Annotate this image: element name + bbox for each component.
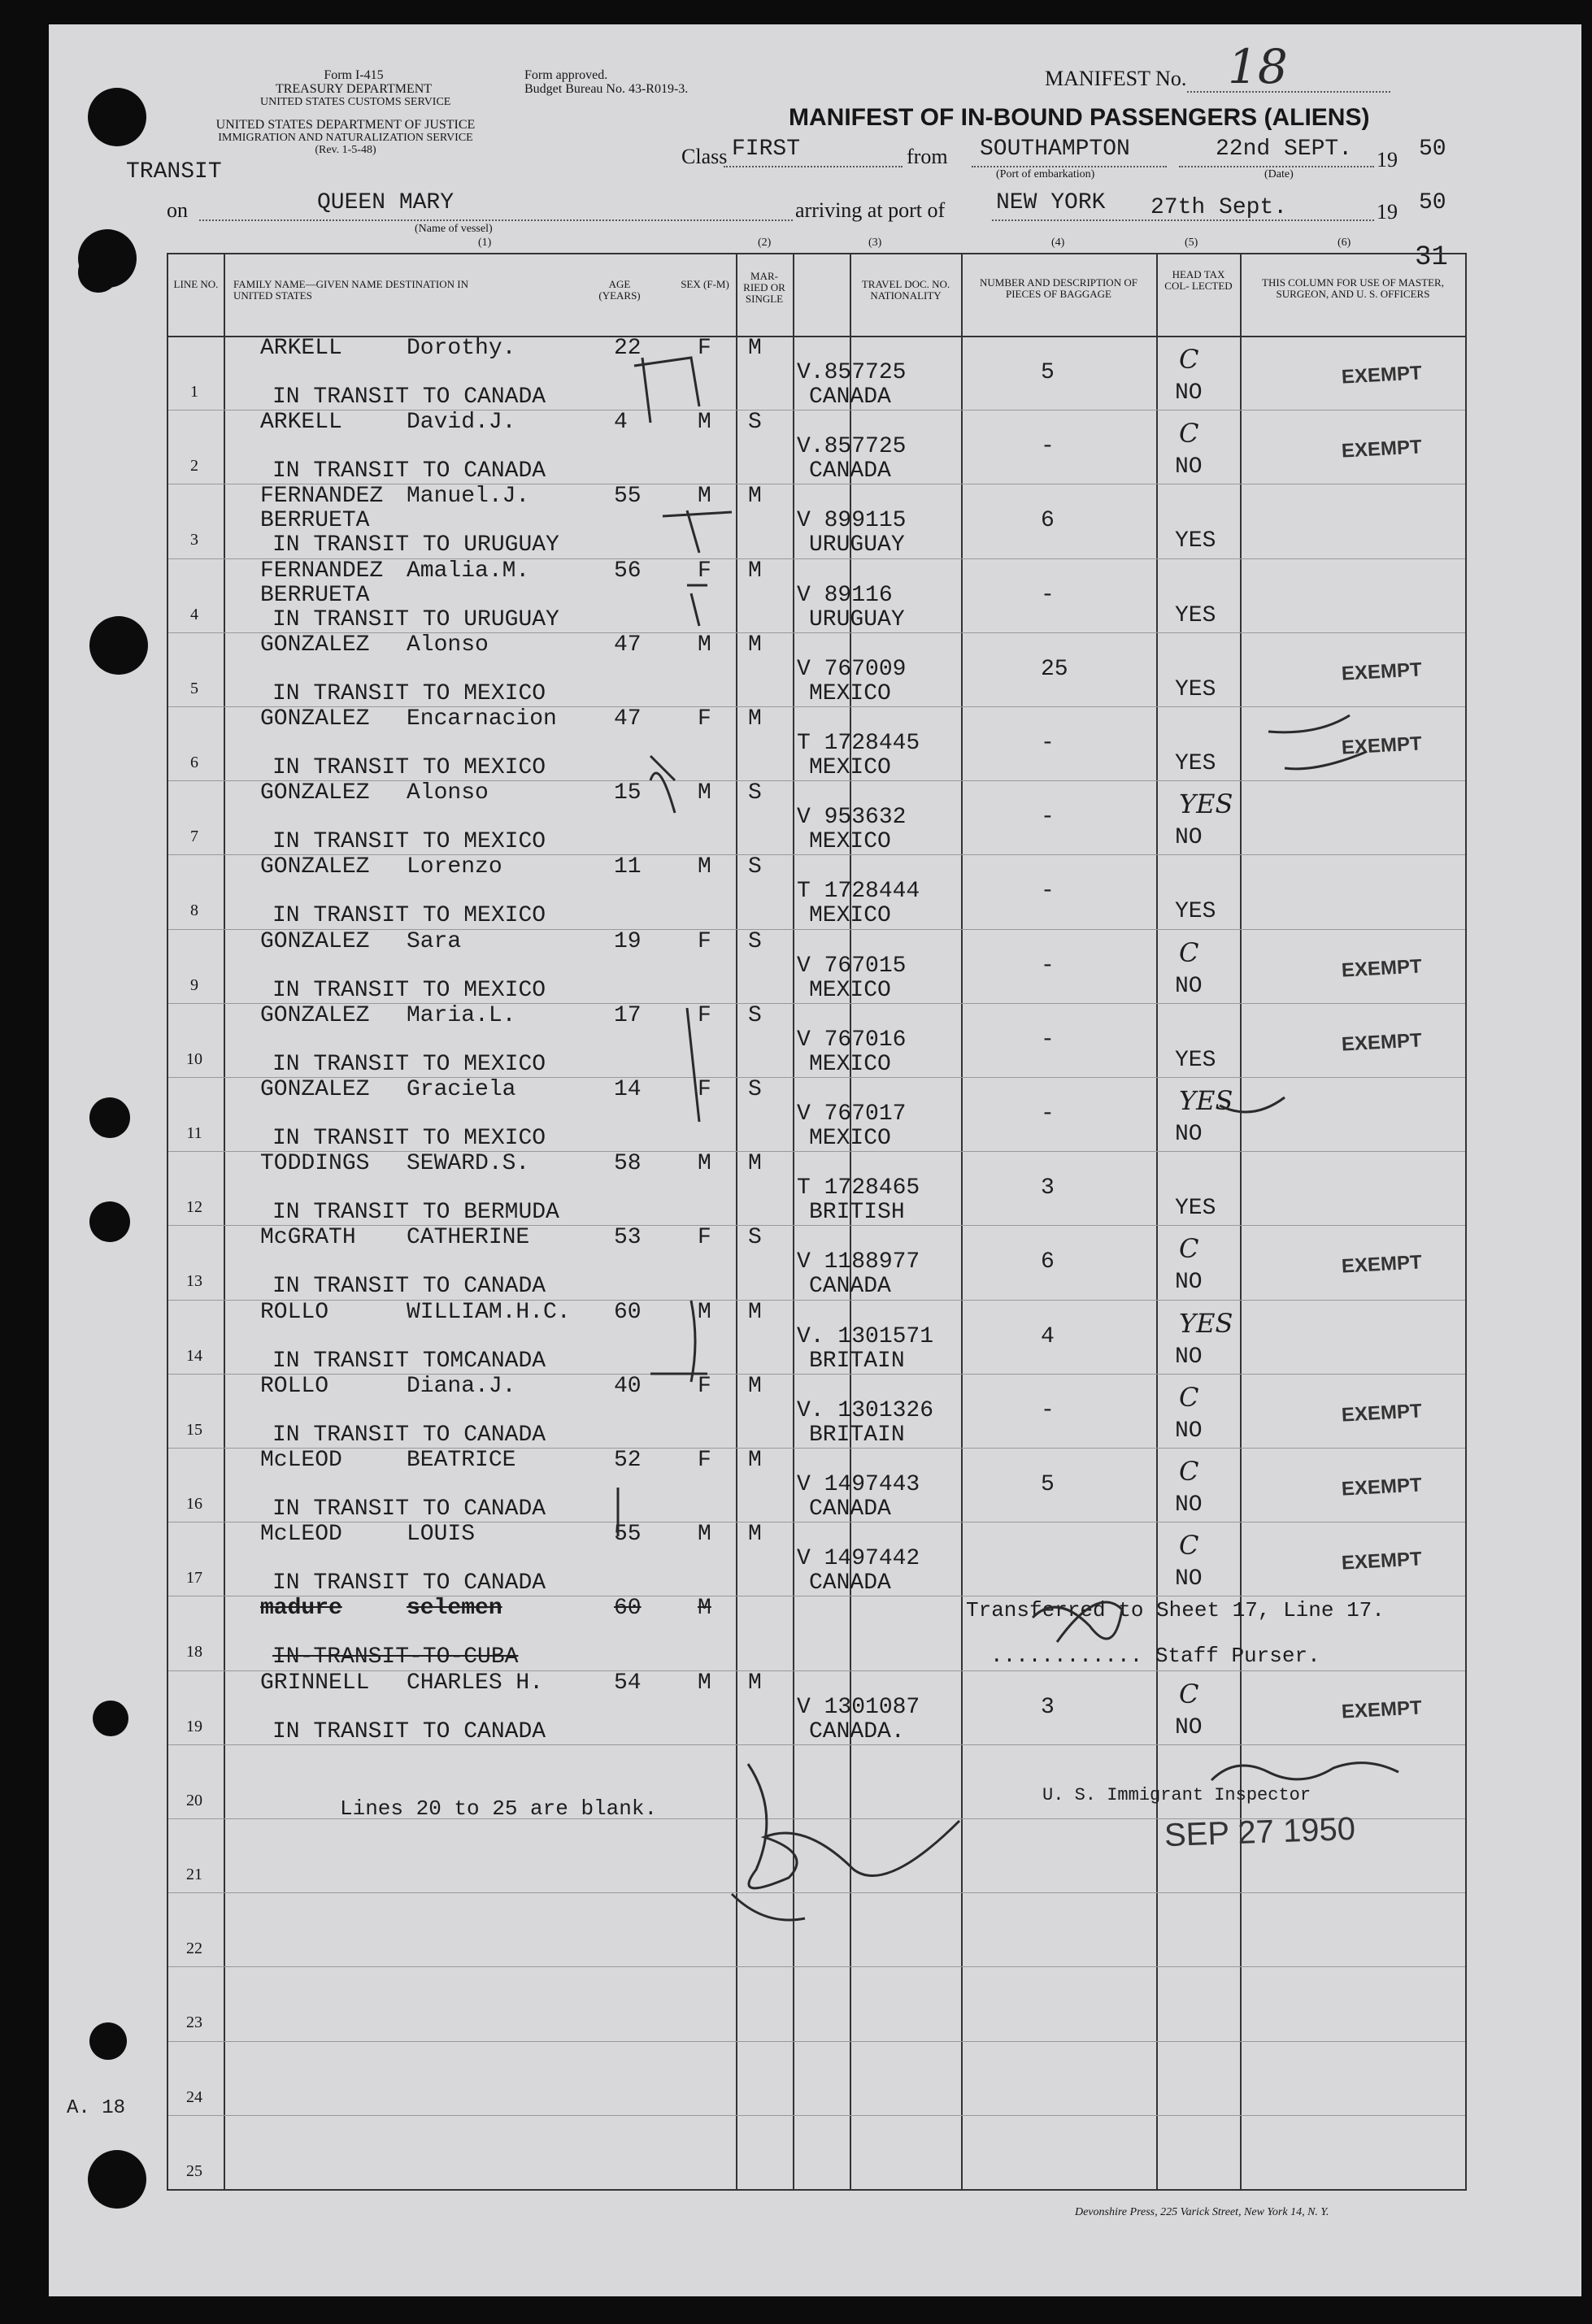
class-value: FIRST xyxy=(732,137,801,162)
cell-tax2: NO xyxy=(1175,1714,1203,1740)
cell-age: 19 xyxy=(614,928,642,954)
cell-sex: M xyxy=(698,1522,711,1548)
cell-age: 58 xyxy=(614,1151,642,1177)
cell-nat: MEXICO xyxy=(809,680,891,706)
cell-sex: F xyxy=(698,928,711,954)
cell-note: EXEMPT xyxy=(1341,1251,1423,1278)
cell-surname: GONZALEZ xyxy=(260,706,370,732)
cell-given: CATHERINE xyxy=(407,1225,530,1251)
cell-bag: 25 xyxy=(1041,656,1068,682)
line-number: 15 xyxy=(186,1420,202,1439)
line-number: 11 xyxy=(186,1124,202,1142)
cell-sex: M xyxy=(698,780,711,806)
cell-nat: BRITAIN xyxy=(809,1422,905,1448)
cell-given: Diana.J. xyxy=(407,1373,516,1399)
cell-given: CHARLES H. xyxy=(407,1670,544,1696)
cell-ms: M xyxy=(748,1448,762,1473)
cell-tax: C xyxy=(1179,1678,1199,1709)
cell-doc: T 1728444 xyxy=(797,879,920,905)
cell-bag: - xyxy=(1041,1397,1055,1423)
vessel-name: QUEEN MARY xyxy=(317,190,455,215)
cell-sex: F xyxy=(698,1077,711,1102)
cell-ms: M xyxy=(748,632,762,658)
manifest-number: 18 xyxy=(1228,39,1288,94)
cell-nat: BRITISH xyxy=(809,1200,905,1226)
cell-doc: V 89116 xyxy=(797,582,893,608)
budget-bureau: Budget Bureau No. 43-R019-3. xyxy=(524,82,689,96)
cell-doc: V 767016 xyxy=(797,1027,907,1053)
cell-sex: M xyxy=(698,854,711,880)
cell-age: 11 xyxy=(614,854,642,880)
cell-given: Maria.L. xyxy=(407,1002,516,1028)
col-num-2: (2) xyxy=(758,237,772,249)
cell-given: LOUIS xyxy=(407,1522,476,1548)
cell-given: Dorothy. xyxy=(407,336,516,361)
cell-dest: IN TRANSIT TO CANADA xyxy=(272,384,546,410)
cell-ms: S xyxy=(748,928,762,954)
cell-bag: 5 xyxy=(1041,1472,1055,1497)
header-head-tax: HEAD TAX COL- LECTED xyxy=(1164,268,1233,292)
line-number: 19 xyxy=(186,1717,202,1735)
cell-doc: V 1497443 xyxy=(797,1472,920,1497)
cell-doc: T 1728465 xyxy=(797,1175,920,1201)
cell-dest: IN TRANSIT TOMCANADA xyxy=(272,1348,546,1374)
header-sex: SEX (F-M) xyxy=(681,278,729,290)
cell-age: 14 xyxy=(614,1077,642,1102)
line-number: 4 xyxy=(190,605,198,623)
cell-surname: madure xyxy=(260,1596,342,1622)
cell-dest: IN TRANSIT TO MEXICO xyxy=(272,755,546,780)
form-approved: Form approved. xyxy=(524,68,608,82)
cell-extra: BERRUETA xyxy=(260,582,370,608)
cell-surname: GONZALEZ xyxy=(260,1002,370,1028)
cell-note: EXEMPT xyxy=(1341,1474,1423,1501)
line-number: 18 xyxy=(186,1643,202,1662)
cell-note: EXEMPT xyxy=(1341,1400,1423,1427)
line-number: 17 xyxy=(186,1569,202,1588)
cell-dest: IN-TRANSIT-TO-CUBA xyxy=(272,1644,519,1670)
cell-given: David.J. xyxy=(407,410,516,436)
blank-lines-note: Lines 20 to 25 are blank. xyxy=(340,1796,658,1821)
manifest-title: MANIFEST OF IN-BOUND PASSENGERS (ALIENS) xyxy=(789,104,1370,131)
line-number: 8 xyxy=(190,901,198,920)
cell-doc: V.857725 xyxy=(797,434,907,460)
cell-doc: V 899115 xyxy=(797,508,907,534)
cell-given: Alonso xyxy=(407,632,489,658)
vessel-caption: (Name of vessel) xyxy=(415,223,493,235)
cell-nat: CANADA xyxy=(809,1570,891,1596)
from-label: from xyxy=(907,145,948,168)
cell-nat: MEXICO xyxy=(809,829,891,855)
cell-age: 47 xyxy=(614,706,642,732)
cell-bag: - xyxy=(1041,434,1055,460)
cell-tax2: NO xyxy=(1175,1418,1203,1444)
cell-sex: F xyxy=(698,1448,711,1473)
cell-nat: URUGUAY xyxy=(809,606,905,632)
cell-given: Alonso xyxy=(407,780,489,806)
cell-ms: S xyxy=(748,410,762,436)
cell-dest: IN TRANSIT TO MEXICO xyxy=(272,829,546,855)
transfer-note: Transferred to Sheet 17, Line 17. xyxy=(966,1598,1385,1622)
cell-ms: M xyxy=(748,706,762,732)
cell-age: 47 xyxy=(614,632,642,658)
line-number: 1 xyxy=(190,383,198,401)
cell-ms: M xyxy=(748,558,762,584)
form-id: Form I-415 xyxy=(324,68,384,82)
cell-nat: MEXICO xyxy=(809,903,891,929)
header-travel-doc: TRAVEL DOC. NO. NATIONALITY xyxy=(861,278,950,302)
cell-bag: 3 xyxy=(1041,1694,1055,1720)
on-label: on xyxy=(167,198,188,222)
embarkation-year: 50 xyxy=(1419,137,1446,162)
cell-nat: CANADA xyxy=(809,384,891,410)
cell-sex: M xyxy=(698,1151,711,1177)
col-num-5: (5) xyxy=(1185,237,1198,249)
cell-surname: GONZALEZ xyxy=(260,1077,370,1102)
cell-ms: M xyxy=(748,484,762,510)
cell-ms: S xyxy=(748,1225,762,1251)
line-number: 25 xyxy=(186,2161,202,2180)
cell-nat: CANADA xyxy=(809,1274,891,1300)
line-number: 12 xyxy=(186,1198,202,1217)
customs-service: UNITED STATES CUSTOMS SERVICE xyxy=(260,96,451,108)
cell-surname: McLEOD xyxy=(260,1448,342,1473)
line-number: 20 xyxy=(186,1791,202,1809)
header-married: MAR- RIED OR SINGLE xyxy=(743,270,785,305)
cell-given: Amalia.M. xyxy=(407,558,530,584)
cell-given: Manuel.J. xyxy=(407,484,530,510)
cell-ms: M xyxy=(748,1522,762,1548)
cell-sex: F xyxy=(698,706,711,732)
cell-tax2: NO xyxy=(1175,454,1203,480)
cell-surname: ARKELL xyxy=(260,336,342,361)
cell-sex: F xyxy=(698,1002,711,1028)
line-number: 9 xyxy=(190,975,198,994)
cell-dest: IN TRANSIT TO MEXICO xyxy=(272,903,546,929)
cell-tax2: NO xyxy=(1175,1566,1203,1592)
cell-doc: V 767017 xyxy=(797,1101,907,1127)
line-number: 16 xyxy=(186,1495,202,1513)
arrival-date: 27th Sept. xyxy=(1151,195,1288,220)
cell-bag: 5 xyxy=(1041,360,1055,385)
form-revision: (Rev. 1-5-48) xyxy=(315,144,376,156)
cell-sex: F xyxy=(698,336,711,361)
cell-nat: MEXICO xyxy=(809,977,891,1003)
cell-dest: IN TRANSIT TO MEXICO xyxy=(272,977,546,1003)
cell-given: selemen xyxy=(407,1596,502,1622)
header-line-no: LINE NO. xyxy=(173,278,219,290)
cell-tax2: NO xyxy=(1175,380,1203,406)
cell-given: Graciela xyxy=(407,1077,516,1102)
cell-given: Encarnacion xyxy=(407,706,557,732)
cell-ms: M xyxy=(748,1373,762,1399)
cell-surname: GONZALEZ xyxy=(260,780,370,806)
cell-tax2: NO xyxy=(1175,973,1203,999)
cell-age: 40 xyxy=(614,1373,642,1399)
treasury-dept: TREASURY DEPARTMENT xyxy=(275,82,433,96)
cell-tax: C xyxy=(1179,1381,1199,1413)
cell-nat: URUGUAY xyxy=(809,532,905,558)
cell-note: EXEMPT xyxy=(1341,1696,1423,1723)
line-number: 24 xyxy=(186,2087,202,2106)
arrival-year: 50 xyxy=(1419,190,1446,215)
header-name: FAMILY NAME—GIVEN NAME DESTINATION IN UNITED STATES xyxy=(233,278,469,302)
cell-given: WILLIAM.H.C. xyxy=(407,1299,571,1325)
cell-surname: ROLLO xyxy=(260,1373,329,1399)
header-baggage: NUMBER AND DESCRIPTION OF PIECES OF BAGGAGE xyxy=(980,276,1137,300)
cell-dest: IN TRANSIT TO CANADA xyxy=(272,1718,546,1744)
cell-dest: IN TRANSIT TO CANADA xyxy=(272,1422,546,1448)
date-caption: (Date) xyxy=(1264,168,1294,180)
inspector-caption: U. S. Immigrant Inspector xyxy=(1042,1785,1311,1805)
col-num-4: (4) xyxy=(1051,237,1065,249)
cell-age: 60 xyxy=(614,1596,642,1622)
header-age: AGE (YEARS) xyxy=(598,278,641,302)
arriving-label: arriving at port of xyxy=(795,198,946,222)
ins-service: IMMIGRATION AND NATURALIZATION SERVICE xyxy=(218,132,473,144)
line-number: 23 xyxy=(186,2013,202,2032)
cell-tax2: YES xyxy=(1175,602,1216,628)
cell-sex: M xyxy=(698,632,711,658)
cell-tax2: NO xyxy=(1175,1344,1203,1370)
cell-age: 54 xyxy=(614,1670,642,1696)
cell-doc: V 953632 xyxy=(797,805,907,831)
cell-age: 17 xyxy=(614,1002,642,1028)
port-caption: (Port of embarkation) xyxy=(996,168,1095,180)
cell-note: EXEMPT xyxy=(1341,436,1423,463)
cell-surname: GRINNELL xyxy=(260,1670,370,1696)
cell-dest: IN TRANSIT TO MEXICO xyxy=(272,1126,546,1151)
cell-dest: IN TRANSIT TO MEXICO xyxy=(272,680,546,706)
cell-doc: V 1188977 xyxy=(797,1249,920,1275)
cell-sex: F xyxy=(698,1225,711,1251)
cell-dest: IN TRANSIT TO URUGUAY xyxy=(272,532,559,558)
cell-sex: M xyxy=(698,410,711,436)
cell-dest: IN TRANSIT TO URUGUAY xyxy=(272,606,559,632)
cell-bag: 6 xyxy=(1041,508,1055,534)
cell-doc: T 1728445 xyxy=(797,731,920,756)
cell-doc: V. 1301326 xyxy=(797,1397,934,1423)
cell-note: EXEMPT xyxy=(1341,362,1423,389)
cell-ms: M xyxy=(748,1670,762,1696)
cell-ms: S xyxy=(748,1002,762,1028)
cell-nat: MEXICO xyxy=(809,1126,891,1151)
cell-tax: YES xyxy=(1179,1307,1233,1339)
cell-note: EXEMPT xyxy=(1341,1029,1423,1056)
cell-dest: IN TRANSIT TO CANADA xyxy=(272,1570,546,1596)
cell-sex: F xyxy=(698,1373,711,1399)
arrival-port: NEW YORK xyxy=(996,190,1106,215)
cell-tax2: YES xyxy=(1175,1196,1216,1222)
cell-age: 4 xyxy=(614,410,628,436)
cell-given: SEWARD.S. xyxy=(407,1151,530,1177)
cell-dest: IN TRANSIT TO CANADA xyxy=(272,1496,546,1522)
cell-tax: C xyxy=(1179,344,1199,375)
cell-tax: C xyxy=(1179,1456,1199,1487)
manifest-label: MANIFEST No. xyxy=(1045,67,1187,90)
cell-tax2: NO xyxy=(1175,1122,1203,1147)
cell-tax: C xyxy=(1179,1233,1199,1265)
cell-doc: V 1301087 xyxy=(797,1694,920,1720)
cell-given: Sara xyxy=(407,928,462,954)
cell-sex: M xyxy=(698,1596,711,1622)
header-officers: THIS COLUMN FOR USE OF MASTER, SURGEON, AND U. S. OFFICERS xyxy=(1262,276,1444,300)
cell-ms: M xyxy=(748,1299,762,1325)
col-num-1: (1) xyxy=(478,237,492,249)
cell-doc: V. 1301571 xyxy=(797,1323,934,1349)
printer-imprint: Devonshire Press, 225 Varick Street, New York 14, N. Y. xyxy=(1075,2206,1329,2218)
cell-surname: FERNANDEZ xyxy=(260,484,384,510)
cell-bag: - xyxy=(1041,731,1055,756)
cell-sex: F xyxy=(698,558,711,584)
cell-age: 60 xyxy=(614,1299,642,1325)
cell-tax2: NO xyxy=(1175,825,1203,851)
cell-surname: ROLLO xyxy=(260,1299,329,1325)
line-number: 6 xyxy=(190,754,198,771)
bottom-left-mark: A. 18 xyxy=(67,2097,126,2119)
cell-bag: - xyxy=(1041,879,1055,905)
class-label: Class xyxy=(681,145,728,168)
cell-bag: 3 xyxy=(1041,1175,1055,1201)
line-number: 5 xyxy=(190,679,198,697)
cell-age: 22 xyxy=(614,336,642,361)
col-num-3: (3) xyxy=(868,237,882,249)
cell-tax2: NO xyxy=(1175,1492,1203,1518)
cell-dest: IN TRANSIT TO BERMUDA xyxy=(272,1200,559,1226)
cell-note: EXEMPT xyxy=(1341,1548,1423,1575)
cell-bag: 4 xyxy=(1041,1323,1055,1349)
cell-sex: M xyxy=(698,484,711,510)
line-number: 3 xyxy=(190,531,198,550)
cell-dest: IN TRANSIT TO MEXICO xyxy=(272,1051,546,1077)
cell-sex: M xyxy=(698,1299,711,1325)
cell-doc: V 767015 xyxy=(797,953,907,979)
cell-age: 56 xyxy=(614,558,642,584)
page-number: 31 xyxy=(1415,242,1448,273)
cell-age: 53 xyxy=(614,1225,642,1251)
cell-age: 55 xyxy=(614,484,642,510)
line-number: 10 xyxy=(186,1049,202,1068)
cell-ms: M xyxy=(748,1151,762,1177)
cell-note: EXEMPT xyxy=(1341,955,1423,982)
cell-ms: S xyxy=(748,780,762,806)
col-num-6: (6) xyxy=(1338,237,1351,249)
cell-age: 55 xyxy=(614,1522,642,1548)
cell-note: EXEMPT xyxy=(1341,732,1423,759)
cell-tax2: YES xyxy=(1175,1047,1216,1073)
cell-nat: CANADA. xyxy=(809,1718,905,1744)
cell-extra: BERRUETA xyxy=(260,508,370,534)
cell-dest: IN TRANSIT TO CANADA xyxy=(272,1274,546,1300)
year-prefix: 19 xyxy=(1377,148,1398,172)
cell-surname: GONZALEZ xyxy=(260,928,370,954)
cell-doc: V.857725 xyxy=(797,360,907,385)
cell-note: EXEMPT xyxy=(1341,658,1423,685)
embarkation-date: 22nd SEPT. xyxy=(1216,137,1353,162)
cell-nat: CANADA xyxy=(809,1496,891,1522)
cell-bag: - xyxy=(1041,582,1055,608)
cell-bag: 6 xyxy=(1041,1249,1055,1275)
cell-surname: GONZALEZ xyxy=(260,632,370,658)
cell-tax2: YES xyxy=(1175,676,1216,702)
line-number: 13 xyxy=(186,1272,202,1291)
cell-given: BEATRICE xyxy=(407,1448,516,1473)
cell-bag: - xyxy=(1041,1027,1055,1053)
line-number: 14 xyxy=(186,1346,202,1365)
transit-label: TRANSIT xyxy=(126,159,222,185)
line-number: 22 xyxy=(186,1940,202,1958)
port-of-embarkation: SOUTHAMPTON xyxy=(980,137,1130,162)
cell-dest: IN TRANSIT TO CANADA xyxy=(272,458,546,484)
cell-tax2: NO xyxy=(1175,1270,1203,1296)
cell-doc: V 767009 xyxy=(797,656,907,682)
cell-tax: C xyxy=(1179,1530,1199,1562)
cell-nat: CANADA xyxy=(809,458,891,484)
arrival-year-prefix: 19 xyxy=(1377,200,1398,224)
cell-surname: TODDINGS xyxy=(260,1151,370,1177)
cell-ms: S xyxy=(748,854,762,880)
cell-sex: M xyxy=(698,1670,711,1696)
cell-age: 15 xyxy=(614,780,642,806)
cell-given: Lorenzo xyxy=(407,854,502,880)
cell-bag: - xyxy=(1041,953,1055,979)
cell-tax: C xyxy=(1179,936,1199,968)
cell-surname: GONZALEZ xyxy=(260,854,370,880)
line-number: 2 xyxy=(190,457,198,476)
staff-purser-note: ............ Staff Purser. xyxy=(990,1644,1320,1668)
cell-tax2: YES xyxy=(1175,899,1216,925)
cell-bag: - xyxy=(1041,1101,1055,1127)
line-number: 21 xyxy=(186,1866,202,1883)
cell-tax2: YES xyxy=(1175,751,1216,776)
cell-tax: C xyxy=(1179,418,1199,450)
line-number: 7 xyxy=(190,828,198,846)
cell-tax: YES xyxy=(1179,1085,1233,1116)
cell-tax: YES xyxy=(1179,788,1233,820)
cell-ms: M xyxy=(748,336,762,361)
justice-dept: UNITED STATES DEPARTMENT OF JUSTICE xyxy=(215,118,476,132)
cell-nat: BRITAIN xyxy=(809,1348,905,1374)
cell-surname: ARKELL xyxy=(260,410,342,436)
cell-surname: McLEOD xyxy=(260,1522,342,1548)
cell-surname: McGRATH xyxy=(260,1225,356,1251)
cell-tax2: YES xyxy=(1175,528,1216,554)
cell-surname: FERNANDEZ xyxy=(260,558,384,584)
cell-nat: MEXICO xyxy=(809,1051,891,1077)
cell-doc: V 1497442 xyxy=(797,1546,920,1572)
cell-bag: - xyxy=(1041,805,1055,831)
cell-age: 52 xyxy=(614,1448,642,1473)
cell-nat: MEXICO xyxy=(809,755,891,780)
arrival-date-stamp: SEP 27 1950 xyxy=(1164,1810,1356,1854)
cell-ms: S xyxy=(748,1077,762,1102)
